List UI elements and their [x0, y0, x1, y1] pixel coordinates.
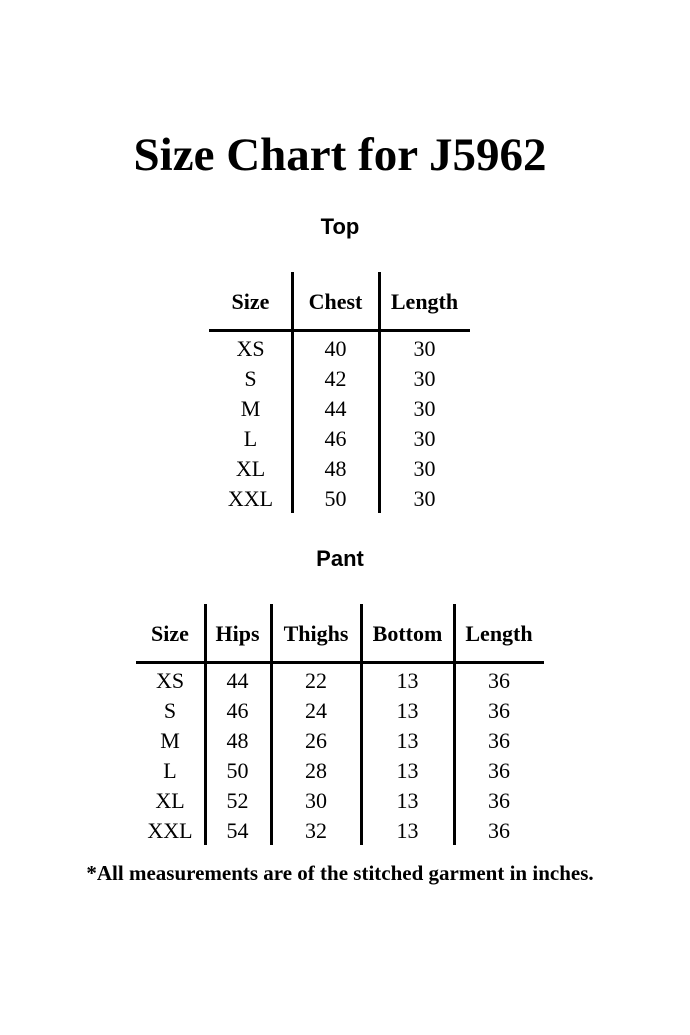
top-cell-length: 30: [413, 396, 436, 421]
pant-cell-hips: 44: [226, 668, 249, 693]
pant-header-length: Length: [465, 621, 533, 646]
pant-cell-bottom: 13: [396, 668, 419, 693]
pant-cell-hips: 54: [226, 818, 249, 843]
pant-header-thighs: Thighs: [283, 621, 349, 646]
pant-cell-length: 36: [488, 788, 510, 813]
top-cell-length: 30: [413, 426, 436, 451]
pant-cell-hips: 50: [226, 758, 249, 783]
top-cell-length: 30: [413, 336, 436, 361]
top-cell-size: XL: [235, 456, 266, 481]
top-cell-length: 30: [413, 456, 436, 481]
pant-cell-thighs: 22: [305, 668, 327, 693]
pant-cell-thighs: 24: [305, 698, 327, 723]
pant-cell-length: 36: [488, 728, 510, 753]
top-cell-chest: 46: [324, 426, 347, 451]
pant-header-rule: [136, 661, 544, 664]
pant-column-divider: [270, 604, 273, 845]
pant-cell-hips: 52: [226, 788, 249, 813]
top-cell-length: 30: [413, 366, 436, 391]
top-cell-chest: 48: [324, 456, 347, 481]
top-size-table: [209, 272, 470, 513]
pant-cell-thighs: 30: [305, 788, 327, 813]
pant-cell-thighs: 26: [305, 728, 327, 753]
pant-cell-size: S: [163, 698, 177, 723]
top-cell-chest: 44: [324, 396, 347, 421]
pant-cell-size: XL: [155, 788, 185, 813]
top-header-size: Size: [231, 289, 270, 314]
pant-cell-size: XS: [155, 668, 185, 693]
pant-header-bottom: Bottom: [372, 621, 443, 646]
pant-cell-bottom: 13: [396, 758, 419, 783]
top-header-chest: Chest: [308, 289, 363, 314]
pant-cell-length: 36: [488, 758, 510, 783]
pant-section-heading: Pant: [316, 546, 364, 571]
pant-cell-length: 36: [488, 698, 510, 723]
top-column-divider: [291, 272, 294, 513]
pant-cell-thighs: 32: [305, 818, 327, 843]
pant-cell-bottom: 13: [396, 728, 419, 753]
top-cell-size: XS: [236, 336, 265, 361]
top-header-rule: [209, 329, 470, 332]
top-cell-size: S: [244, 366, 257, 391]
top-cell-size: M: [240, 396, 261, 421]
top-cell-chest: 40: [324, 336, 347, 361]
top-cell-chest: 42: [324, 366, 347, 391]
pant-cell-size: L: [163, 758, 177, 783]
page-title: Size Chart for J5962: [133, 129, 547, 181]
pant-cell-thighs: 28: [305, 758, 327, 783]
pant-column-divider: [453, 604, 456, 845]
pant-cell-size: XXL: [147, 818, 193, 843]
pant-column-divider: [204, 604, 207, 845]
pant-cell-bottom: 13: [396, 818, 419, 843]
measurement-footnote: *All measurements are of the stitched garment in inches.: [86, 861, 594, 885]
pant-cell-bottom: 13: [396, 788, 419, 813]
top-cell-size: XXL: [227, 486, 274, 511]
pant-size-table: [136, 604, 544, 845]
pant-cell-length: 36: [488, 818, 510, 843]
top-cell-length: 30: [413, 486, 436, 511]
top-section-heading: Top: [320, 214, 360, 239]
top-cell-size: L: [243, 426, 258, 451]
pant-cell-hips: 48: [226, 728, 249, 753]
pant-cell-size: M: [160, 728, 180, 753]
pant-column-divider: [360, 604, 363, 845]
pant-cell-hips: 46: [226, 698, 249, 723]
pant-cell-bottom: 13: [396, 698, 419, 723]
pant-header-hips: Hips: [215, 621, 260, 646]
pant-cell-length: 36: [488, 668, 510, 693]
top-column-divider: [378, 272, 381, 513]
pant-header-size: Size: [151, 621, 189, 646]
top-cell-chest: 50: [324, 486, 347, 511]
top-header-length: Length: [390, 289, 459, 314]
